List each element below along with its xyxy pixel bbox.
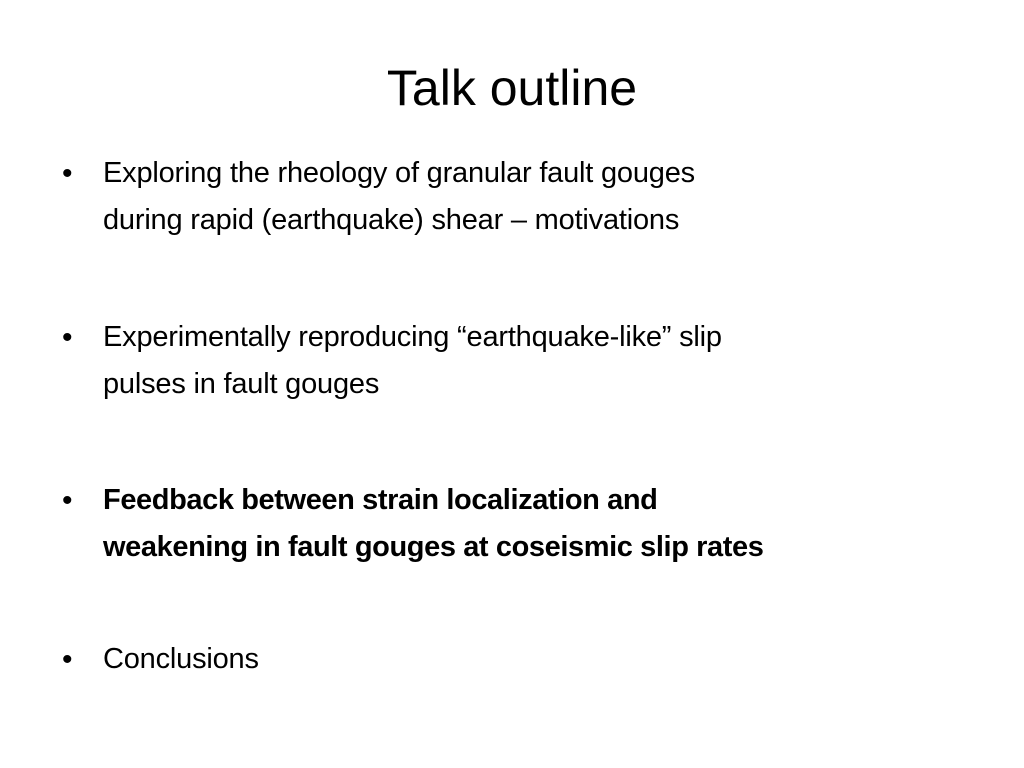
slide-title: Talk outline <box>386 60 638 116</box>
bullet-dot-icon: • <box>62 157 73 190</box>
outline-item-line: Experimentally reproducing “earthquake-like” slip <box>103 321 722 353</box>
outline-item-conclusions <box>60 636 960 684</box>
outline-item-text <box>103 314 722 408</box>
bullet-dot-icon: • <box>62 484 73 517</box>
outline-item-text <box>103 477 764 571</box>
outline-item-line: Conclusions <box>103 643 259 675</box>
outline-item-slip-pulses <box>60 314 960 408</box>
outline-item-feedback-current <box>60 477 960 571</box>
outline-item-text <box>103 150 695 244</box>
outline-item-line: during rapid (earthquake) shear – motivations <box>103 204 680 236</box>
outline-item-line: weakening in fault gouges at coseismic slip rates <box>103 531 764 563</box>
bullet-dot-icon: • <box>62 321 73 354</box>
outline-item-line: pulses in fault gouges <box>103 368 380 400</box>
bullet-dot-icon: • <box>62 643 73 676</box>
outline-item-motivations <box>60 150 960 244</box>
outline-item-line: Exploring the rheology of granular fault gouges <box>103 157 695 189</box>
outline-item-line: Feedback between strain localization and <box>103 484 658 516</box>
outline-item-text <box>103 636 259 683</box>
